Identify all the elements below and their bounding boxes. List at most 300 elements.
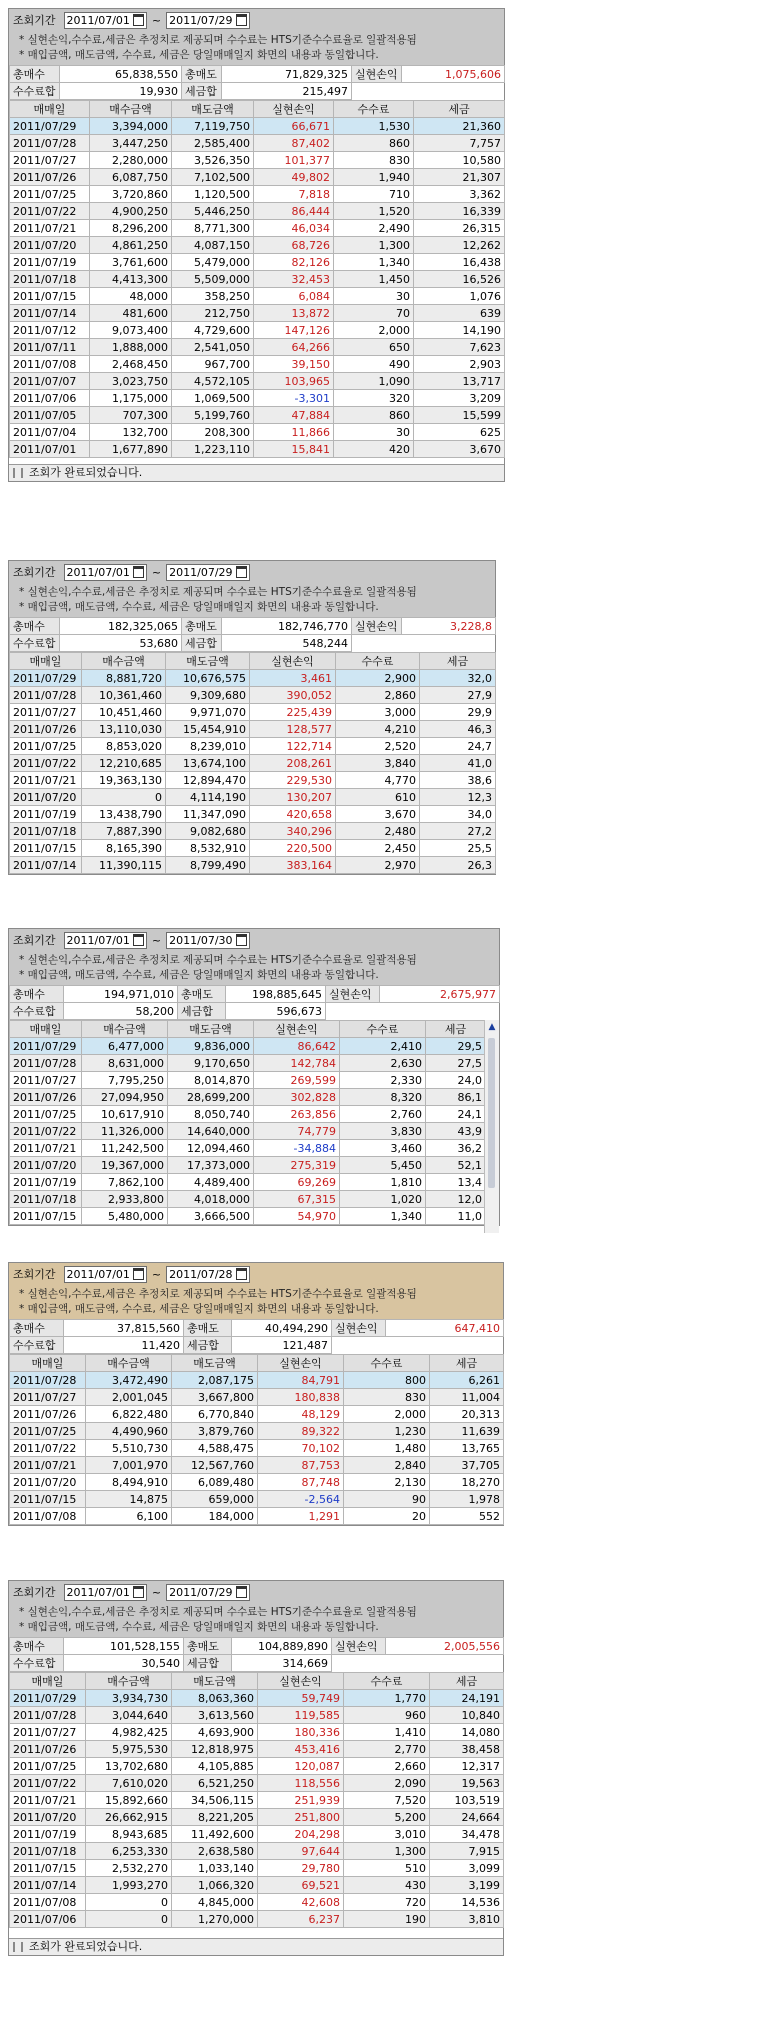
table-row[interactable] <box>10 721 496 738</box>
buy-amount-cell: 1,993,270 <box>86 1877 172 1894</box>
table-row[interactable] <box>10 738 496 755</box>
buy-amount-cell: 13,702,680 <box>86 1758 172 1775</box>
buy-amount-cell: 8,881,720 <box>82 670 166 687</box>
trade-date-cell: 2011/07/01 <box>10 441 90 458</box>
table-row[interactable] <box>10 1440 504 1457</box>
realized-pl-cell: 3,461 <box>250 670 336 687</box>
table-row[interactable] <box>10 1389 504 1406</box>
sell-amount-cell: 4,845,000 <box>172 1894 258 1911</box>
table-row[interactable] <box>10 1843 504 1860</box>
table-row[interactable] <box>10 1724 504 1741</box>
trade-date-cell: 2011/07/19 <box>10 1826 86 1843</box>
tax-cell: 10,580 <box>414 152 505 169</box>
fee-cell: 650 <box>334 339 414 356</box>
trade-date-cell: 2011/07/14 <box>10 857 82 874</box>
realized-value: 2,005,556 <box>386 1638 504 1655</box>
fee-cell: 2,480 <box>336 823 420 840</box>
date-to-field[interactable]: 2011/07/30 <box>166 932 249 949</box>
table-row[interactable] <box>10 1911 504 1928</box>
table-row[interactable] <box>10 704 496 721</box>
fee-cell: 830 <box>344 1389 430 1406</box>
trade-history-panel-4 <box>8 1262 504 1526</box>
realized-value: 647,410 <box>386 1320 504 1337</box>
column-header[interactable]: 수수료 <box>334 101 414 118</box>
tax-cell: 29,5 <box>426 1038 486 1055</box>
trade-date-cell: 2011/07/21 <box>10 1792 86 1809</box>
table-row[interactable] <box>10 1038 486 1055</box>
vertical-scrollbar[interactable] <box>484 1020 499 1233</box>
trade-date-cell: 2011/07/18 <box>10 271 90 288</box>
realized-pl-cell: 47,884 <box>254 407 334 424</box>
fee-cell: 2,660 <box>344 1758 430 1775</box>
date-to-field[interactable]: 2011/07/28 <box>166 1266 249 1283</box>
tax-cell: 7,757 <box>414 135 505 152</box>
tax-cell: 625 <box>414 424 505 441</box>
buy-amount-cell: 132,700 <box>90 424 172 441</box>
realized-pl-cell: 180,838 <box>258 1389 344 1406</box>
calendar-icon[interactable] <box>236 1586 247 1598</box>
table-row[interactable] <box>10 237 505 254</box>
table-row[interactable] <box>10 806 496 823</box>
sell-amount-cell: 12,094,460 <box>168 1140 254 1157</box>
realized-pl-cell: 82,126 <box>254 254 334 271</box>
buy-total-label: 총매수 <box>10 618 60 635</box>
realized-pl-cell: 86,642 <box>254 1038 340 1055</box>
table-row[interactable] <box>10 1860 504 1877</box>
table-row[interactable] <box>10 1792 504 1809</box>
date-to-field[interactable]: 2011/07/29 <box>166 564 249 581</box>
tax-cell: 12,0 <box>426 1191 486 1208</box>
date-from-field[interactable]: 2011/07/01 <box>64 564 147 581</box>
column-header[interactable]: 세금 <box>430 1673 504 1690</box>
table-row[interactable] <box>10 840 496 857</box>
trade-date-cell: 2011/07/07 <box>10 373 90 390</box>
summary-table <box>9 1637 504 1672</box>
table-row[interactable] <box>10 1457 504 1474</box>
buy-amount-cell: 12,210,685 <box>82 755 166 772</box>
calendar-icon[interactable] <box>133 1268 144 1280</box>
fee-cell: 3,010 <box>344 1826 430 1843</box>
realized-pl-cell: 130,207 <box>250 789 336 806</box>
buy-amount-cell: 1,677,890 <box>90 441 172 458</box>
tax-cell: 3,199 <box>430 1877 504 1894</box>
table-row[interactable] <box>10 441 505 458</box>
trade-date-cell: 2011/07/18 <box>10 1843 86 1860</box>
daily-trade-table[interactable] <box>9 1672 504 1928</box>
sell-amount-cell: 208,300 <box>172 424 254 441</box>
buy-total-value: 182,325,065 <box>60 618 182 635</box>
trade-date-cell: 2011/07/15 <box>10 840 82 857</box>
tax-total-value: 121,487 <box>232 1337 332 1354</box>
tax-cell: 11,0 <box>426 1208 486 1225</box>
sell-amount-cell: 12,894,470 <box>166 772 250 789</box>
trade-date-cell: 2011/07/20 <box>10 237 90 254</box>
date-to-field[interactable]: 2011/07/29 <box>166 12 249 29</box>
table-row[interactable] <box>10 1055 486 1072</box>
column-header[interactable]: 실현손익 <box>254 101 334 118</box>
trade-history-panel-2 <box>8 560 496 875</box>
table-row[interactable] <box>10 1372 504 1389</box>
fee-cell: 1,020 <box>340 1191 426 1208</box>
table-row[interactable] <box>10 857 496 874</box>
table-row[interactable] <box>10 1826 504 1843</box>
tax-total-value: 548,244 <box>222 635 352 652</box>
sell-amount-cell: 4,489,400 <box>168 1174 254 1191</box>
trade-date-cell: 2011/07/06 <box>10 1911 86 1928</box>
sell-amount-cell: 13,674,100 <box>166 755 250 772</box>
tax-cell: 37,705 <box>430 1457 504 1474</box>
buy-amount-cell: 11,390,115 <box>82 857 166 874</box>
buy-amount-cell: 3,472,490 <box>86 1372 172 1389</box>
table-row[interactable] <box>10 1208 486 1225</box>
summary-table <box>9 985 500 1020</box>
buy-amount-cell: 13,110,030 <box>82 721 166 738</box>
table-row[interactable] <box>10 203 505 220</box>
calendar-icon[interactable] <box>133 14 144 26</box>
table-row[interactable] <box>10 1157 486 1174</box>
table-row[interactable] <box>10 1089 486 1106</box>
sell-amount-cell: 4,105,885 <box>172 1758 258 1775</box>
tax-cell: 15,599 <box>414 407 505 424</box>
buy-total-value: 101,528,155 <box>64 1638 184 1655</box>
buy-amount-cell: 2,933,800 <box>82 1191 168 1208</box>
period-label: 조회기간 <box>13 1586 56 1599</box>
tax-cell: 43,9 <box>426 1123 486 1140</box>
trade-date-cell: 2011/07/29 <box>10 1690 86 1707</box>
buy-amount-cell: 8,494,910 <box>86 1474 172 1491</box>
column-header[interactable]: 실현손익 <box>254 1021 340 1038</box>
grip-icon <box>13 1942 23 1952</box>
column-header[interactable]: 세금 <box>426 1021 486 1038</box>
table-row[interactable] <box>10 1174 486 1191</box>
sell-amount-cell: 12,818,975 <box>172 1741 258 1758</box>
column-header[interactable]: 실현손익 <box>250 653 336 670</box>
sell-amount-cell: 5,479,000 <box>172 254 254 271</box>
table-row[interactable] <box>10 254 505 271</box>
buy-total-value: 65,838,550 <box>60 66 182 83</box>
realized-pl-cell: 302,828 <box>254 1089 340 1106</box>
fee-cell: 710 <box>334 186 414 203</box>
trade-date-cell: 2011/07/28 <box>10 135 90 152</box>
fee-cell: 2,630 <box>340 1055 426 1072</box>
table-row[interactable] <box>10 755 496 772</box>
column-header[interactable]: 매수금액 <box>82 653 166 670</box>
trade-date-cell: 2011/07/22 <box>10 1123 82 1140</box>
table-row[interactable] <box>10 288 505 305</box>
table-row[interactable] <box>10 1406 504 1423</box>
column-header[interactable]: 수수료 <box>336 653 420 670</box>
realized-pl-cell: 11,866 <box>254 424 334 441</box>
buy-amount-cell: 4,861,250 <box>90 237 172 254</box>
daily-trade-table[interactable] <box>9 1354 504 1525</box>
column-header[interactable]: 수수료 <box>344 1673 430 1690</box>
buy-amount-cell: 6,477,000 <box>82 1038 168 1055</box>
status-text: 조회가 완료되었습니다. <box>29 466 143 479</box>
tax-cell: 21,360 <box>414 118 505 135</box>
tax-cell: 3,209 <box>414 390 505 407</box>
table-row[interactable] <box>10 687 496 704</box>
table-row[interactable] <box>10 220 505 237</box>
scroll-up-icon[interactable]: ▲ <box>488 1022 496 1032</box>
calendar-icon[interactable] <box>236 14 247 26</box>
column-header[interactable]: 수수료 <box>344 1355 430 1372</box>
tax-cell: 7,915 <box>430 1843 504 1860</box>
column-header[interactable]: 매도금액 <box>172 1673 258 1690</box>
realized-pl-cell: 251,939 <box>258 1792 344 1809</box>
realized-pl-cell: 119,585 <box>258 1707 344 1724</box>
column-header[interactable]: 실현손익 <box>258 1355 344 1372</box>
table-row[interactable] <box>10 135 505 152</box>
table-header-row <box>10 1021 486 1038</box>
sell-amount-cell: 9,082,680 <box>166 823 250 840</box>
table-row[interactable] <box>10 1191 486 1208</box>
table-row[interactable] <box>10 305 505 322</box>
column-header[interactable]: 세금 <box>430 1355 504 1372</box>
tax-cell: 29,9 <box>420 704 496 721</box>
sell-amount-cell: 9,309,680 <box>166 687 250 704</box>
column-header[interactable]: 매수금액 <box>86 1355 172 1372</box>
buy-amount-cell: 4,982,425 <box>86 1724 172 1741</box>
scroll-thumb[interactable] <box>488 1038 495 1188</box>
fee-total-value: 19,930 <box>60 83 182 100</box>
trade-date-cell: 2011/07/21 <box>10 772 82 789</box>
fee-cell: 2,090 <box>344 1775 430 1792</box>
tax-total-label: 세금합 <box>178 1003 226 1020</box>
trade-history-panel-5 <box>8 1580 504 1956</box>
buy-amount-cell: 9,073,400 <box>90 322 172 339</box>
trade-date-cell: 2011/07/11 <box>10 339 90 356</box>
buy-amount-cell: 7,887,390 <box>82 823 166 840</box>
fee-total-value: 58,200 <box>64 1003 178 1020</box>
daily-trade-table[interactable] <box>9 1020 486 1225</box>
trade-date-cell: 2011/07/27 <box>10 1389 86 1406</box>
tax-cell: 13,765 <box>430 1440 504 1457</box>
fee-cell: 30 <box>334 288 414 305</box>
table-row[interactable] <box>10 271 505 288</box>
calendar-icon[interactable] <box>236 566 247 578</box>
table-row[interactable] <box>10 789 496 806</box>
buy-amount-cell: 0 <box>86 1894 172 1911</box>
table-row[interactable] <box>10 1474 504 1491</box>
sell-amount-cell: 9,971,070 <box>166 704 250 721</box>
tax-cell: 34,478 <box>430 1826 504 1843</box>
fee-total-value: 30,540 <box>64 1655 184 1672</box>
buy-amount-cell: 3,023,750 <box>90 373 172 390</box>
table-row[interactable] <box>10 1508 504 1525</box>
fee-cell: 510 <box>344 1860 430 1877</box>
fee-cell: 420 <box>334 441 414 458</box>
calendar-icon[interactable] <box>133 566 144 578</box>
table-row[interactable] <box>10 169 505 186</box>
column-header[interactable]: 매매일 <box>10 1673 86 1690</box>
trade-date-cell: 2011/07/20 <box>10 789 82 806</box>
trade-date-cell: 2011/07/22 <box>10 755 82 772</box>
buy-amount-cell: 707,300 <box>90 407 172 424</box>
column-header[interactable]: 매도금액 <box>166 653 250 670</box>
buy-amount-cell: 7,862,100 <box>82 1174 168 1191</box>
realized-pl-cell: 390,052 <box>250 687 336 704</box>
table-header-row <box>10 101 505 118</box>
buy-amount-cell: 2,001,045 <box>86 1389 172 1406</box>
column-header[interactable]: 매매일 <box>10 101 90 118</box>
date-from-field[interactable]: 2011/07/01 <box>64 12 147 29</box>
daily-trade-table[interactable] <box>9 100 505 458</box>
tax-cell: 12,3 <box>420 789 496 806</box>
tax-cell: 21,307 <box>414 169 505 186</box>
table-row[interactable] <box>10 322 505 339</box>
tax-cell: 86,1 <box>426 1089 486 1106</box>
fee-cell: 2,520 <box>336 738 420 755</box>
period-bar: 조회기간 2011/07/01 ~ 2011/07/29 <box>9 9 504 31</box>
sell-amount-cell: 184,000 <box>172 1508 258 1525</box>
date-from-field[interactable]: 2011/07/01 <box>64 1266 147 1283</box>
column-header[interactable]: 매도금액 <box>172 101 254 118</box>
table-row[interactable] <box>10 339 505 356</box>
buy-amount-cell: 3,761,600 <box>90 254 172 271</box>
fee-cell: 1,770 <box>344 1690 430 1707</box>
table-row[interactable] <box>10 1758 504 1775</box>
column-header[interactable]: 매수금액 <box>86 1673 172 1690</box>
table-row[interactable] <box>10 1072 486 1089</box>
column-header[interactable]: 세금 <box>414 101 505 118</box>
status-bar <box>9 1938 503 1955</box>
table-row[interactable] <box>10 118 505 135</box>
sell-amount-cell: 1,223,110 <box>172 441 254 458</box>
column-header[interactable]: 매매일 <box>10 1355 86 1372</box>
table-row[interactable] <box>10 1140 486 1157</box>
table-row[interactable] <box>10 152 505 169</box>
buy-amount-cell: 8,853,020 <box>82 738 166 755</box>
tax-cell: 52,1 <box>426 1157 486 1174</box>
sell-amount-cell: 1,120,500 <box>172 186 254 203</box>
fee-cell: 1,450 <box>334 271 414 288</box>
tax-total-label: 세금합 <box>182 83 222 100</box>
fee-cell: 1,300 <box>334 237 414 254</box>
fee-cell: 1,480 <box>344 1440 430 1457</box>
buy-amount-cell: 5,480,000 <box>82 1208 168 1225</box>
fee-cell: 30 <box>334 424 414 441</box>
realized-label: 실현손익 <box>332 1320 386 1337</box>
buy-amount-cell: 10,361,460 <box>82 687 166 704</box>
daily-trade-table[interactable] <box>9 652 496 874</box>
tax-cell: 552 <box>430 1508 504 1525</box>
date-from-field[interactable]: 2011/07/01 <box>64 932 147 949</box>
buy-amount-cell: 4,413,300 <box>90 271 172 288</box>
realized-pl-cell: 49,802 <box>254 169 334 186</box>
fee-cell: 70 <box>334 305 414 322</box>
column-header[interactable]: 매도금액 <box>172 1355 258 1372</box>
buy-amount-cell: 6,822,480 <box>86 1406 172 1423</box>
trade-date-cell: 2011/07/25 <box>10 1758 86 1775</box>
column-header[interactable]: 매수금액 <box>90 101 172 118</box>
table-row[interactable] <box>10 823 496 840</box>
table-row[interactable] <box>10 424 505 441</box>
table-row[interactable] <box>10 1106 486 1123</box>
table-row[interactable] <box>10 670 496 687</box>
realized-pl-cell: 275,319 <box>254 1157 340 1174</box>
trade-date-cell: 2011/07/19 <box>10 1174 82 1191</box>
table-row[interactable] <box>10 1809 504 1826</box>
tax-cell: 24,0 <box>426 1072 486 1089</box>
calendar-icon[interactable] <box>133 1586 144 1598</box>
table-row[interactable] <box>10 1707 504 1724</box>
period-bar: 조회기간 2011/07/01 ~ 2011/07/29 <box>9 561 495 583</box>
sell-amount-cell: 659,000 <box>172 1491 258 1508</box>
trade-date-cell: 2011/07/25 <box>10 1106 82 1123</box>
date-from-field[interactable]: 2011/07/01 <box>64 1584 147 1601</box>
notice-text: * 실현손익,수수료,세금은 추정치로 제공되며 수수료는 HTS기준수수료율로 일괄적용됨 * 매입금액, 매도금액, 수수료, 세금은 당일매매일지 화면의 내용과 동일합니다. <box>9 1603 503 1637</box>
sell-total-label: 총매도 <box>178 986 226 1003</box>
table-row[interactable] <box>10 1741 504 1758</box>
trade-date-cell: 2011/07/14 <box>10 305 90 322</box>
table-row[interactable] <box>10 1775 504 1792</box>
calendar-icon[interactable] <box>133 934 144 946</box>
date-to-field[interactable]: 2011/07/29 <box>166 1584 249 1601</box>
buy-amount-cell: 11,326,000 <box>82 1123 168 1140</box>
table-row[interactable] <box>10 186 505 203</box>
table-row[interactable] <box>10 373 505 390</box>
column-header[interactable]: 세금 <box>420 653 496 670</box>
period-label: 조회기간 <box>13 14 56 27</box>
trade-date-cell: 2011/07/21 <box>10 220 90 237</box>
fee-cell: 960 <box>344 1707 430 1724</box>
column-header[interactable]: 매매일 <box>10 653 82 670</box>
trade-date-cell: 2011/07/29 <box>10 118 90 135</box>
trade-date-cell: 2011/07/21 <box>10 1457 86 1474</box>
tax-cell: 24,191 <box>430 1690 504 1707</box>
tax-cell: 18,270 <box>430 1474 504 1491</box>
buy-amount-cell: 27,094,950 <box>82 1089 168 1106</box>
trade-history-panel-3 <box>8 928 500 1226</box>
column-header[interactable]: 실현손익 <box>258 1673 344 1690</box>
buy-amount-cell: 3,447,250 <box>90 135 172 152</box>
realized-pl-cell: 70,102 <box>258 1440 344 1457</box>
trade-date-cell: 2011/07/22 <box>10 1440 86 1457</box>
table-row[interactable] <box>10 1423 504 1440</box>
fee-cell: 5,450 <box>340 1157 426 1174</box>
trade-date-cell: 2011/07/06 <box>10 390 90 407</box>
table-row[interactable] <box>10 1877 504 1894</box>
trade-date-cell: 2011/07/20 <box>10 1474 86 1491</box>
buy-amount-cell: 7,795,250 <box>82 1072 168 1089</box>
tax-cell: 16,339 <box>414 203 505 220</box>
calendar-icon[interactable] <box>236 1268 247 1280</box>
table-row[interactable] <box>10 356 505 373</box>
table-row[interactable] <box>10 1491 504 1508</box>
table-row[interactable] <box>10 390 505 407</box>
column-header[interactable]: 매매일 <box>10 1021 82 1038</box>
sell-amount-cell: 1,066,320 <box>172 1877 258 1894</box>
fee-cell: 2,410 <box>340 1038 426 1055</box>
fee-cell: 430 <box>344 1877 430 1894</box>
fee-cell: 4,770 <box>336 772 420 789</box>
fee-cell: 1,340 <box>340 1208 426 1225</box>
column-header[interactable]: 매도금액 <box>168 1021 254 1038</box>
calendar-icon[interactable] <box>236 934 247 946</box>
table-row[interactable] <box>10 1123 486 1140</box>
sell-amount-cell: 34,506,115 <box>172 1792 258 1809</box>
table-row[interactable] <box>10 407 505 424</box>
fee-total-label: 수수료합 <box>10 635 60 652</box>
column-header[interactable]: 수수료 <box>340 1021 426 1038</box>
sell-amount-cell: 7,119,750 <box>172 118 254 135</box>
table-row[interactable] <box>10 772 496 789</box>
column-header[interactable]: 매수금액 <box>82 1021 168 1038</box>
table-row[interactable] <box>10 1894 504 1911</box>
buy-amount-cell: 2,280,000 <box>90 152 172 169</box>
table-row[interactable] <box>10 1690 504 1707</box>
realized-pl-cell: 220,500 <box>250 840 336 857</box>
